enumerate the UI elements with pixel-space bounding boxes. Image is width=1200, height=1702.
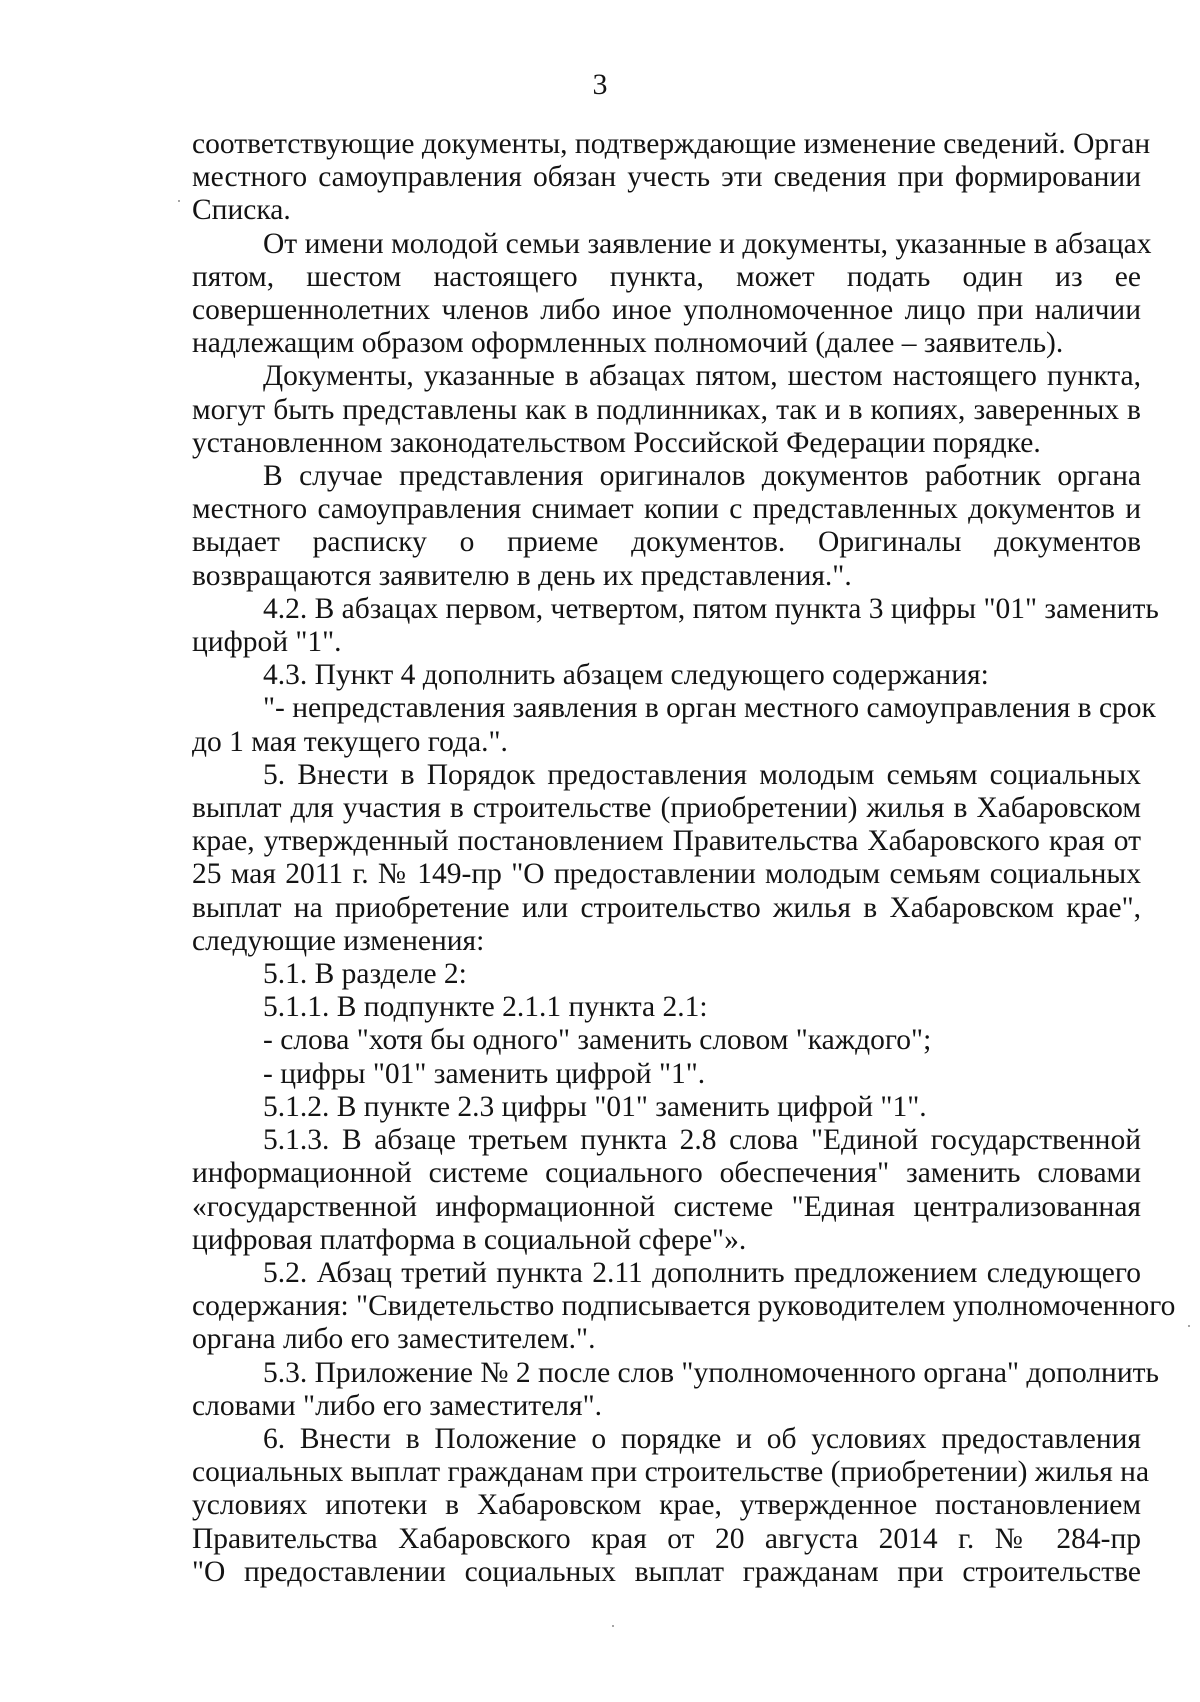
paragraph: [192, 1091, 1141, 1124]
paragraph-line: 4.3. Пункт 4 дополнить абзацем следующего содержания:: [263, 659, 989, 692]
paragraph-line: органа либо его заместителем.".: [192, 1323, 596, 1356]
paragraph-line: От имени молодой семьи заявление и документы, указанные в абзацах: [263, 227, 1152, 260]
paragraph: [192, 460, 1141, 593]
paragraph-line: выдает расписку о приеме документов. Оригиналы документов: [192, 526, 1141, 559]
paragraph: [192, 1356, 1159, 1423]
paragraph-line: 6. Внести в Положение о порядке и об условиях предоставления: [263, 1422, 1141, 1455]
paragraph: [192, 659, 1141, 692]
paragraph-line: 5.3. Приложение № 2 после слов "уполномоченного органа" дополнить: [263, 1356, 1159, 1389]
paragraph-line: социальных выплат гражданам при строительстве (приобретении) жилья на: [192, 1456, 1150, 1489]
paragraph: [192, 592, 1159, 659]
paragraph: [192, 1256, 1176, 1357]
paragraph: [192, 227, 1152, 361]
paragraph-line: информационной системе социального обеспечения" заменить словами: [192, 1157, 1141, 1190]
paragraph-line: 5.1.3. В абзаце третьем пункта 2.8 слова "Единой государственной: [263, 1124, 1141, 1157]
paragraph-line: 5.2. Абзац третий пункта 2.11 дополнить предложением следующего: [263, 1256, 1141, 1289]
paragraph: [192, 1422, 1150, 1589]
paragraph-line: 5.1.2. В пункте 2.3 цифры "01" заменить цифрой "1".: [263, 1090, 927, 1123]
paragraph: [192, 1124, 1141, 1257]
paragraph-line: цифрой "1".: [192, 626, 342, 659]
page-number: 3: [592, 68, 608, 101]
paragraph-line: выплат на приобретение или строительство жилья в Хабаровском крае",: [192, 891, 1141, 924]
paragraph-line: "О предоставлении социальных выплат гражданам при строительстве: [192, 1555, 1141, 1588]
paragraph-line: могут быть представлены как в подлинниках, так и в копиях, заверенных в: [192, 393, 1141, 426]
paragraph-line: 4.2. В абзацах первом, четвертом, пятом пункта 3 цифры "01" заменить: [263, 592, 1159, 625]
paragraph-line: выплат для участия в строительстве (приобретении) жилья в Хабаровском: [192, 792, 1141, 825]
paragraph-line: содержания: "Свидетельство подписывается руководителем уполномоченного: [192, 1290, 1176, 1323]
paragraph-line: Правительства Хабаровского края от 20 августа 2014 г. № 284-пр: [192, 1522, 1141, 1555]
paragraph-line: возвращаются заявителю в день их представления.".: [192, 559, 852, 592]
paragraph-line: - слова "хотя бы одного" заменить словом "каждого";: [263, 1024, 932, 1057]
paragraph-line: "- непредставления заявления в орган местного самоуправления в срок: [263, 692, 1156, 725]
scan-speck: [178, 200, 180, 202]
scan-speck: [1188, 1325, 1190, 1327]
paragraph-line: 5.1. В разделе 2:: [263, 958, 467, 991]
paragraph: [192, 692, 1156, 758]
paragraph-line: следующие изменения:: [192, 924, 485, 957]
paragraph-line: условиях ипотеки в Хабаровском крае, утвержденное постановлением: [192, 1489, 1141, 1522]
paragraph-line: словами "либо его заместителя".: [192, 1389, 603, 1422]
paragraph: [192, 991, 1141, 1024]
paragraph: [192, 958, 1141, 991]
paragraph-line: цифровая платформа в социальной сфере"».: [192, 1223, 747, 1256]
paragraph-line: местного самоуправления снимает копии с представленных документов и: [192, 493, 1141, 526]
paragraph: [192, 1058, 1141, 1091]
document-body: [192, 128, 1176, 1589]
paragraph-line: 25 мая 2011 г. № 149-пр "О предоставлении молодым семьям социальных: [192, 858, 1141, 891]
paragraph: [192, 128, 1151, 228]
paragraph-line: совершеннолетних членов либо иное уполномоченное лицо при наличии: [192, 294, 1141, 327]
scan-speck: [612, 1625, 614, 1627]
paragraph-line: соответствующие документы, подтверждающие изменение сведений. Орган: [192, 128, 1151, 160]
paragraph-line: установленном законодательством Российской Федерации порядке.: [192, 426, 1041, 459]
paragraph-line: «государственной информационной системе "Единая централизованная: [192, 1190, 1141, 1223]
paragraph: [192, 759, 1141, 958]
paragraph-line: надлежащим образом оформленных полномочий (далее – заявитель).: [192, 327, 1064, 360]
paragraph-line: крае, утвержденный постановлением Правительства Хабаровского края от: [192, 825, 1141, 858]
paragraph: [192, 360, 1141, 460]
paragraph-line: В случае представления оригиналов документов работник органа: [263, 460, 1141, 493]
paragraph-line: - цифры "01" заменить цифрой "1".: [263, 1057, 706, 1090]
paragraph-line: 5. Внести в Порядок предоставления молодым семьям социальных: [263, 758, 1141, 791]
paragraph-line: Документы, указанные в абзацах пятом, шестом настоящего пункта,: [263, 360, 1141, 393]
paragraph-line: Списка.: [192, 194, 291, 227]
paragraph: [192, 1024, 1141, 1057]
paragraph-line: 5.1.1. В подпункте 2.1.1 пункта 2.1:: [263, 991, 708, 1024]
paragraph-line: пятом, шестом настоящего пункта, может подать один из ее: [192, 260, 1141, 293]
paragraph-line: до 1 мая текущего года.".: [192, 725, 508, 758]
paragraph-line: местного самоуправления обязан учесть эти сведения при формировании: [192, 161, 1141, 194]
